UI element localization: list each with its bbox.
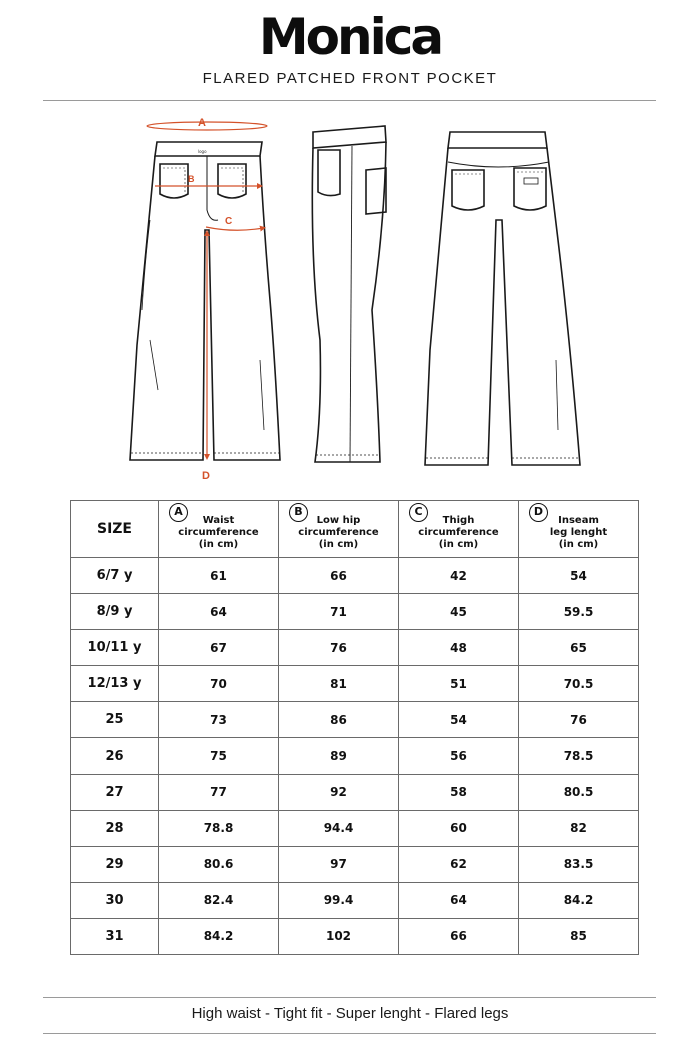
measurement-cell: 64 [159, 594, 279, 630]
header-line: circumference [298, 527, 379, 538]
header-line: circumference [418, 527, 499, 538]
measurement-cell: 102 [279, 918, 399, 954]
measurement-cell: 82 [519, 810, 639, 846]
measurement-cell: 80.6 [159, 846, 279, 882]
feature-tagline: High waist - Tight fit - Super lenght - Flared legs [191, 1005, 509, 1022]
header-line: leg lenght [549, 527, 608, 538]
table-row [71, 666, 639, 702]
measurement-cell: 76 [519, 702, 639, 738]
measurement-cell: 78.8 [159, 810, 279, 846]
size-cell: 29 [71, 846, 159, 882]
brand-title: Monica [258, 8, 442, 66]
measurement-cell: 85 [519, 918, 639, 954]
measurement-cell: 60 [399, 810, 519, 846]
size-cell: 6/7 y [71, 558, 159, 594]
svg-text:logo: logo [198, 149, 207, 154]
table-row [71, 702, 639, 738]
measurement-cell: 73 [159, 702, 279, 738]
measurement-cell: 75 [159, 738, 279, 774]
header-line: (in cm) [438, 539, 479, 550]
measurement-cell: 62 [399, 846, 519, 882]
measurement-cell: 84.2 [519, 882, 639, 918]
front-view [130, 142, 280, 460]
column-header-waist [159, 501, 279, 558]
bottom-divider-bottom [43, 1033, 656, 1034]
header-line: (in cm) [198, 539, 239, 550]
header-line: (in cm) [318, 539, 359, 550]
measurement-cell: 65 [519, 630, 639, 666]
header-line: circumference [178, 527, 259, 538]
measurement-cell: 94.4 [279, 810, 399, 846]
size-cell: 31 [71, 918, 159, 954]
table-row [71, 630, 639, 666]
size-cell: 25 [71, 702, 159, 738]
table-row [71, 558, 639, 594]
letter-c-badge: C [409, 503, 428, 522]
letter-a-badge: A [169, 503, 188, 522]
measurement-cell: 61 [159, 558, 279, 594]
size-column-header: SIZE [71, 501, 159, 558]
measurement-cell: 71 [279, 594, 399, 630]
measurement-cell: 54 [399, 702, 519, 738]
measurement-cell: 66 [399, 918, 519, 954]
measurement-cell: 70 [159, 666, 279, 702]
table-header-row [71, 501, 639, 558]
header-line: Waist [202, 515, 235, 526]
size-cell: 26 [71, 738, 159, 774]
table-row [71, 594, 639, 630]
table-row [71, 846, 639, 882]
size-cell: 12/13 y [71, 666, 159, 702]
measurement-cell: 80.5 [519, 774, 639, 810]
measurement-cell: 59.5 [519, 594, 639, 630]
measurement-cell: 56 [399, 738, 519, 774]
column-header-inseam [519, 501, 639, 558]
measurement-cell: 81 [279, 666, 399, 702]
letter-d-badge: D [529, 503, 548, 522]
size-cell: 27 [71, 774, 159, 810]
measurement-cell: 78.5 [519, 738, 639, 774]
measurement-cell: 45 [399, 594, 519, 630]
measurement-cell: 83.5 [519, 846, 639, 882]
header-line: Inseam [558, 515, 599, 526]
table-row [71, 882, 639, 918]
measurement-cell: 54 [519, 558, 639, 594]
header-line: (in cm) [558, 539, 599, 550]
column-header-thigh [399, 501, 519, 558]
size-chart-table [70, 500, 639, 955]
measurement-cell: 92 [279, 774, 399, 810]
measurement-cell: 86 [279, 702, 399, 738]
measurement-cell: 70.5 [519, 666, 639, 702]
measurement-cell: 89 [279, 738, 399, 774]
measurement-cell: 66 [279, 558, 399, 594]
table-row [71, 810, 639, 846]
measurement-cell: 76 [279, 630, 399, 666]
measurement-cell: 99.4 [279, 882, 399, 918]
measurement-cell: 97 [279, 846, 399, 882]
size-table-body [71, 558, 639, 955]
size-cell: 8/9 y [71, 594, 159, 630]
measurement-cell: 77 [159, 774, 279, 810]
side-view [312, 126, 386, 462]
measurement-cell: 84.2 [159, 918, 279, 954]
table-row [71, 918, 639, 954]
measure-a-label: A [198, 117, 206, 129]
top-divider [43, 100, 656, 101]
table-row [71, 738, 639, 774]
measurement-cell: 48 [399, 630, 519, 666]
back-view [425, 132, 580, 465]
column-header-low-hip [279, 501, 399, 558]
measurement-cell: 82.4 [159, 882, 279, 918]
table-row [71, 774, 639, 810]
header-line: Low hip [316, 515, 361, 526]
measurement-cell: 67 [159, 630, 279, 666]
measurement-cell: 51 [399, 666, 519, 702]
header-line: Thigh [442, 515, 475, 526]
product-subtitle: FLARED PATCHED FRONT POCKET [202, 70, 498, 87]
size-cell: 30 [71, 882, 159, 918]
measurement-cell: 42 [399, 558, 519, 594]
measurement-cell: 64 [399, 882, 519, 918]
bottom-divider-top [43, 997, 656, 998]
size-cell: 28 [71, 810, 159, 846]
letter-b-badge: B [289, 503, 308, 522]
measurement-cell: 58 [399, 774, 519, 810]
pants-technical-drawing [110, 110, 600, 485]
measure-d-label: D [202, 470, 210, 482]
measure-b-label: B [188, 174, 195, 184]
size-cell: 10/11 y [71, 630, 159, 666]
measure-c-label: C [225, 216, 233, 227]
